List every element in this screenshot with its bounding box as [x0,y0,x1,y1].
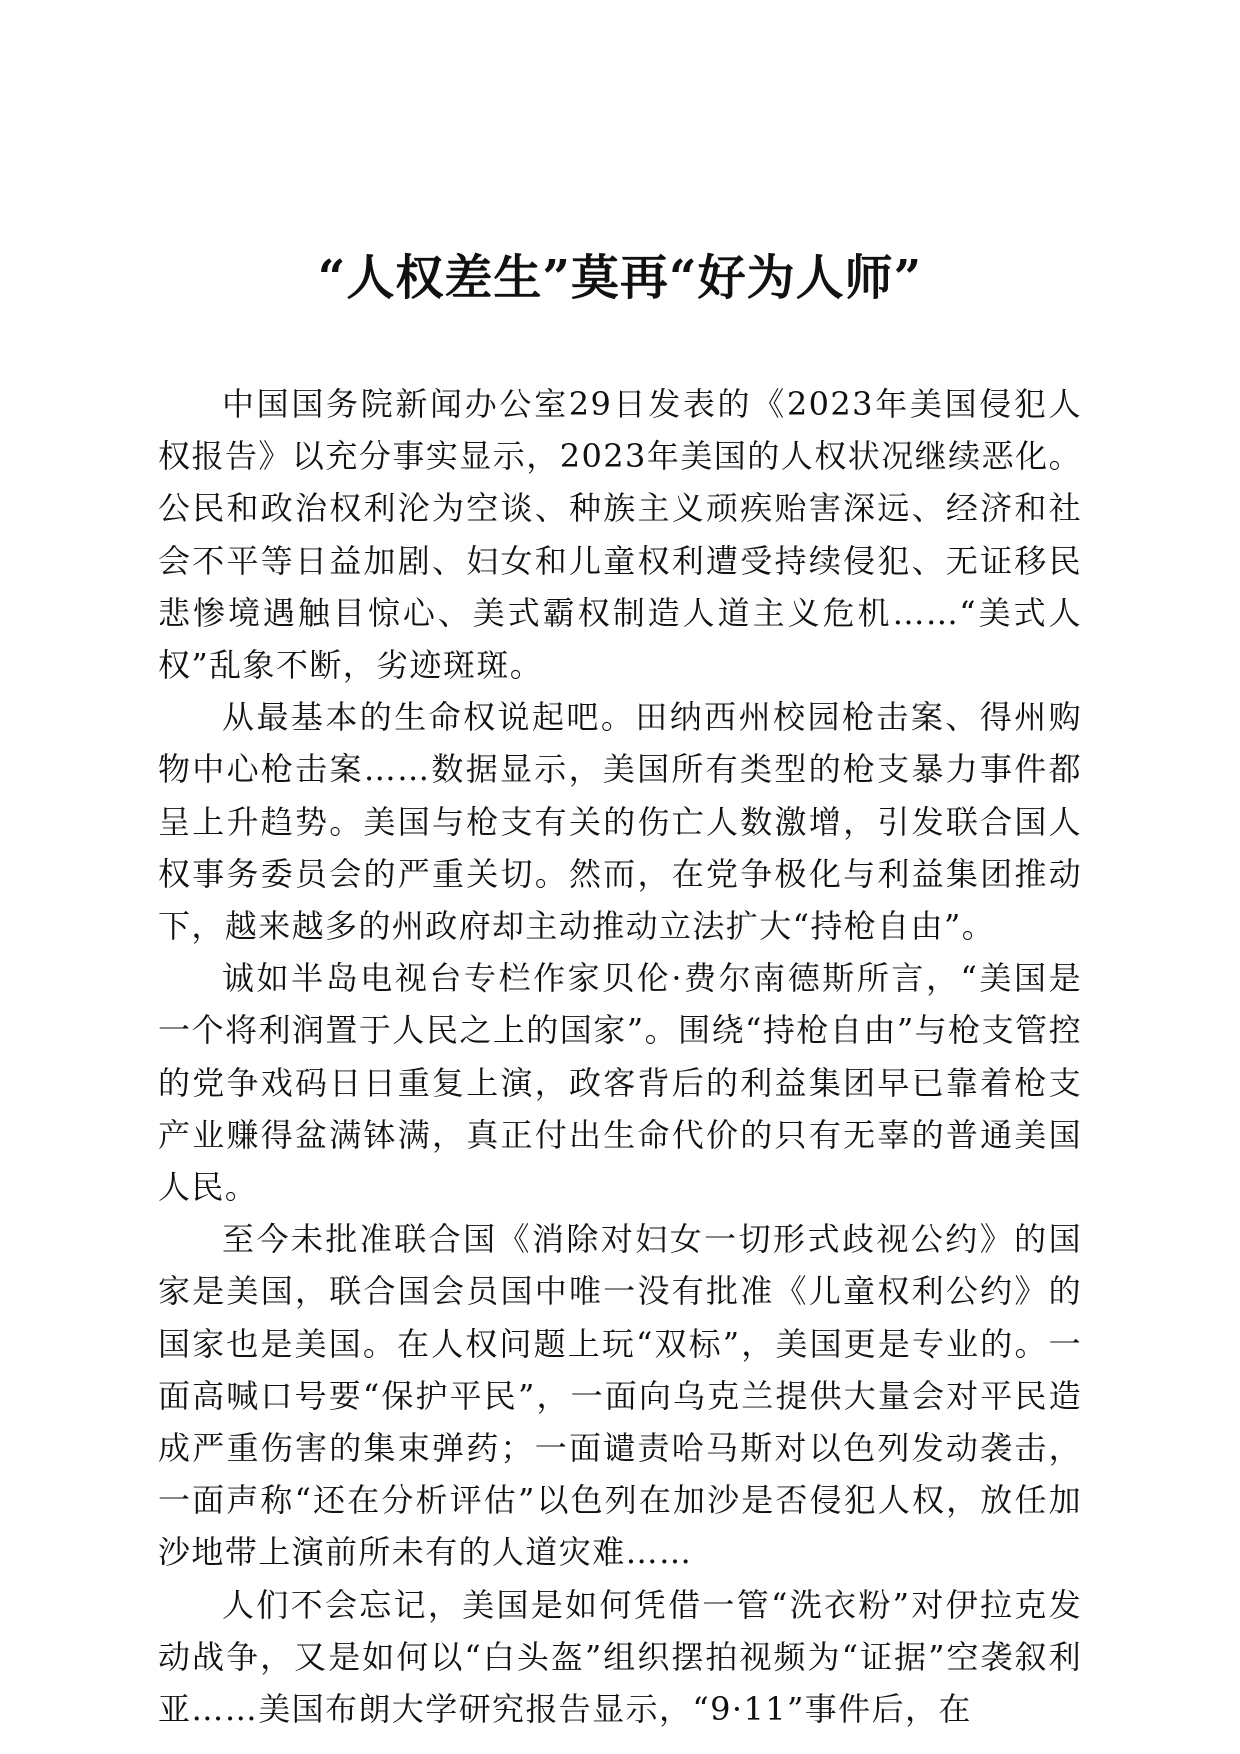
article-body [158,378,1082,1735]
paragraph-3: 诚如半岛电视台专栏作家贝伦·费尔南德斯所言，“美国是一个将利润置于人民之上的国家”。围绕“持枪自由”与枪支管控的党争戏码日日重复上演，政客背后的利益集团早已靠着枪支产业赚得盆满钵满，真正付出生命代价的只有无辜的普通美国人民。 [158,959,1082,1207]
paragraph-1: 中国国务院新闻办公室29日发表的《2023年美国侵犯人权报告》以充分事实显示，2023年美国的人权状况继续恶化。公民和政治权利沦为空谈、种族主义顽疾贻害深远、经济和社会不平等日益加剧、妇女和儿童权利遭受持续侵犯、无证移民悲惨境遇触目惊心、美式霸权制造人道主义危机……“美式人权”乱象不断，劣迹斑斑。 [158,385,1082,685]
paragraph-2: 从最基本的生命权说起吧。田纳西州校园枪击案、得州购物中心枪击案……数据显示，美国所有类型的枪支暴力事件都呈上升趋势。美国与枪支有关的伤亡人数激增，引发联合国人权事务委员会的严重关切。然而，在党争极化与利益集团推动下，越来越多的州政府却主动推动立法扩大“持枪自由”。 [158,698,1082,946]
paragraph-4: 至今未批准联合国《消除对妇女一切形式歧视公约》的国家是美国，联合国会员国中唯一没有批准《儿童权利公约》的国家也是美国。在人权问题上玩“双标”，美国更是专业的。一面高喊口号要“保护平民”，一面向乌克兰提供大量会对平民造成严重伤害的集束弹药；一面谴责哈马斯对以色列发动袭击，一面声称“还在分析评估”以色列在加沙是否侵犯人权，放任加沙地带上演前所未有的人道灾难…… [158,1220,1082,1572]
paragraph-5: 人们不会忘记，美国是如何凭借一管“洗衣粉”对伊拉克发动战争，又是如何以“白头盔”组织摆拍视频为“证据”空袭叙利亚……美国布朗大学研究报告显示，“9·11”事件后，在 [158,1585,1082,1729]
article-title: “人权差生”莫再“好为人师” [317,250,923,306]
